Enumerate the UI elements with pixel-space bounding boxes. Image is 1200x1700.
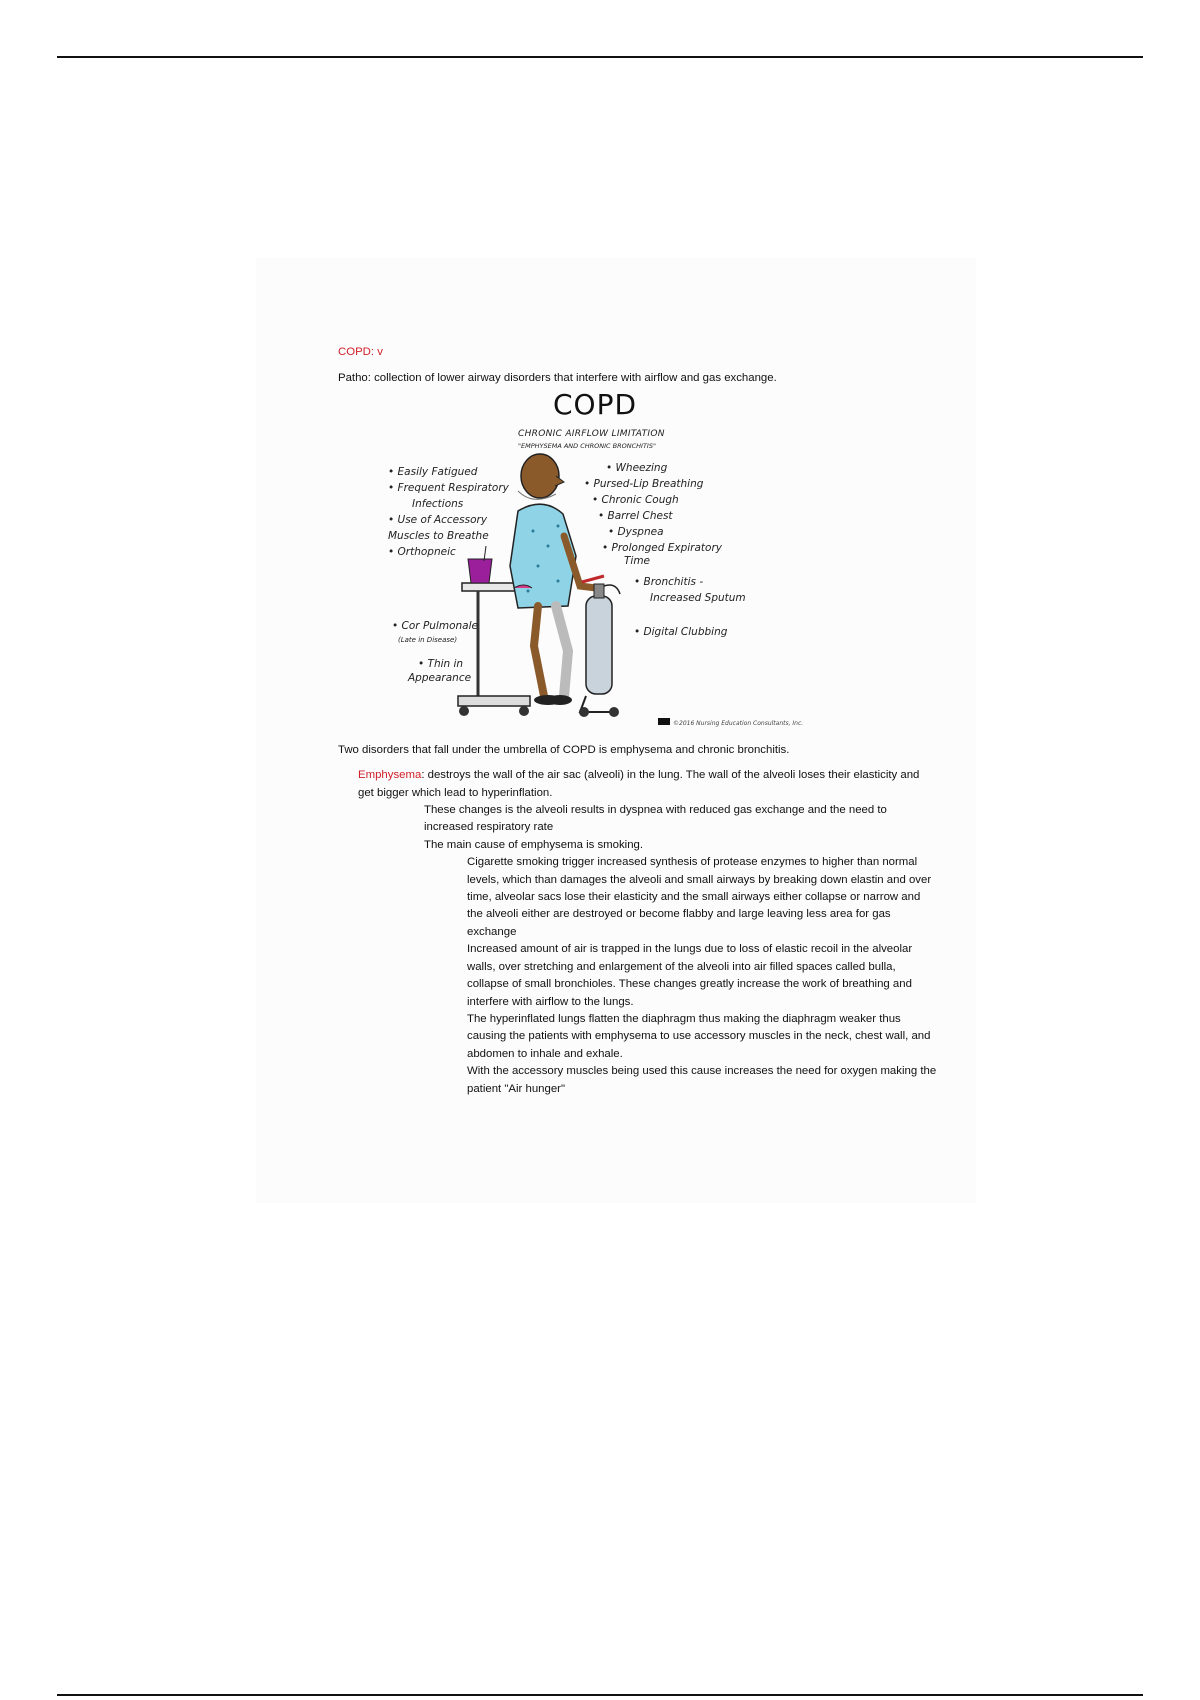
- figure-label: • Orthopneic: [388, 545, 456, 558]
- emphysema-list: [338, 767, 938, 1098]
- list-item: [403, 837, 938, 854]
- section-heading: COPD: v: [338, 346, 383, 358]
- list-item: [403, 802, 938, 837]
- list-item: [446, 1063, 938, 1098]
- figure-title: COPD: [553, 387, 638, 421]
- list-item: [446, 1011, 938, 1063]
- list-item-text: These changes is the alveoli results in dyspnea with reduced gas exchange and the need to increased respiratory rate: [424, 804, 887, 834]
- list-item-text: With the accessory muscles being used this cause increases the need for oxygen making the patient "Air hunger": [467, 1065, 937, 1095]
- figure-label: Increased Sputum: [650, 591, 746, 604]
- emphysema-term: Emphysema: [358, 769, 422, 782]
- list-item: [446, 941, 938, 1011]
- patho-paragraph: Patho: collection of lower airway disorders that interfere with airflow and gas exchange.: [338, 372, 777, 385]
- figure-label: • Barrel Chest: [598, 509, 673, 522]
- list-item-text: The hyperinflated lungs flatten the diaphragm thus making the diaphragm weaker thus causing the patients with emphysema to use accessory muscles in the neck, chest wall, and abdomen to inhale and exhale.: [467, 1012, 931, 1060]
- figure-label: Appearance: [408, 671, 472, 684]
- figure-label: • Use of Accessory: [388, 513, 488, 526]
- emphysema-definition: : destroys the wall of the air sac (alveoli) in the lung. The wall of the alveoli loses their elasticity and get bigger which lead to hyperinflation.: [358, 769, 920, 799]
- figure-copyright: ©2016 Nursing Education Consultants, Inc.: [673, 719, 804, 727]
- copd-illustration: [368, 387, 804, 734]
- figure-label: • Pursed-Lip Breathing: [584, 477, 704, 490]
- figure-label: • Frequent Respiratory: [388, 481, 509, 494]
- figure-label: • Wheezing: [606, 461, 668, 474]
- figure-label: • Cor Pulmonale: [392, 619, 478, 632]
- figure-label: • Thin in: [418, 657, 464, 670]
- figure-label: (Late in Disease): [398, 635, 458, 644]
- figure-label: • Dyspnea: [608, 525, 664, 538]
- figure-subtitle-2: "EMPHYSEMA AND CHRONIC BRONCHITIS": [518, 441, 656, 450]
- figure-subtitle: CHRONIC AIRFLOW LIMITATION: [518, 428, 665, 439]
- list-item: [446, 854, 938, 941]
- list-item-text: The main cause of emphysema is smoking.: [424, 838, 644, 851]
- list-item: [338, 767, 938, 802]
- figure-label: • Chronic Cough: [592, 493, 679, 506]
- figure-label: • Bronchitis -: [634, 575, 704, 588]
- figure-label: Muscles to Breathe: [388, 529, 489, 542]
- disorders-paragraph: Two disorders that fall under the umbrella of COPD is emphysema and chronic bronchitis.: [338, 743, 790, 756]
- figure-label: Time: [624, 554, 651, 567]
- header-rule: [57, 56, 1143, 58]
- list-item-text: Increased amount of air is trapped in the lungs due to loss of elastic recoil in the alveolar walls, over stretching and enlargement of the alveoli into air filled spaces called bulla, collapse of small bronchioles. These changes greatly increase the work of breathing and interfere with airflow to the lungs.: [467, 943, 913, 1008]
- figure-label: • Easily Fatigued: [388, 465, 478, 478]
- figure-label: • Prolonged Expiratory: [602, 541, 722, 554]
- list-item-text: Cigarette smoking trigger increased synthesis of protease enzymes to higher than normal levels, which than damages the alveoli and small airways by breaking down elastin and over time, alveolar sacs lose their elasticity and the small airways either collapse or narrow and the alveoli either are destroyed or become flabby and large leaving less area for gas exchange: [467, 856, 932, 938]
- document-content: [338, 344, 938, 1098]
- figure-label: Infections: [412, 497, 464, 510]
- footer-rule: [57, 1694, 1143, 1696]
- figure-label: • Digital Clubbing: [634, 625, 728, 638]
